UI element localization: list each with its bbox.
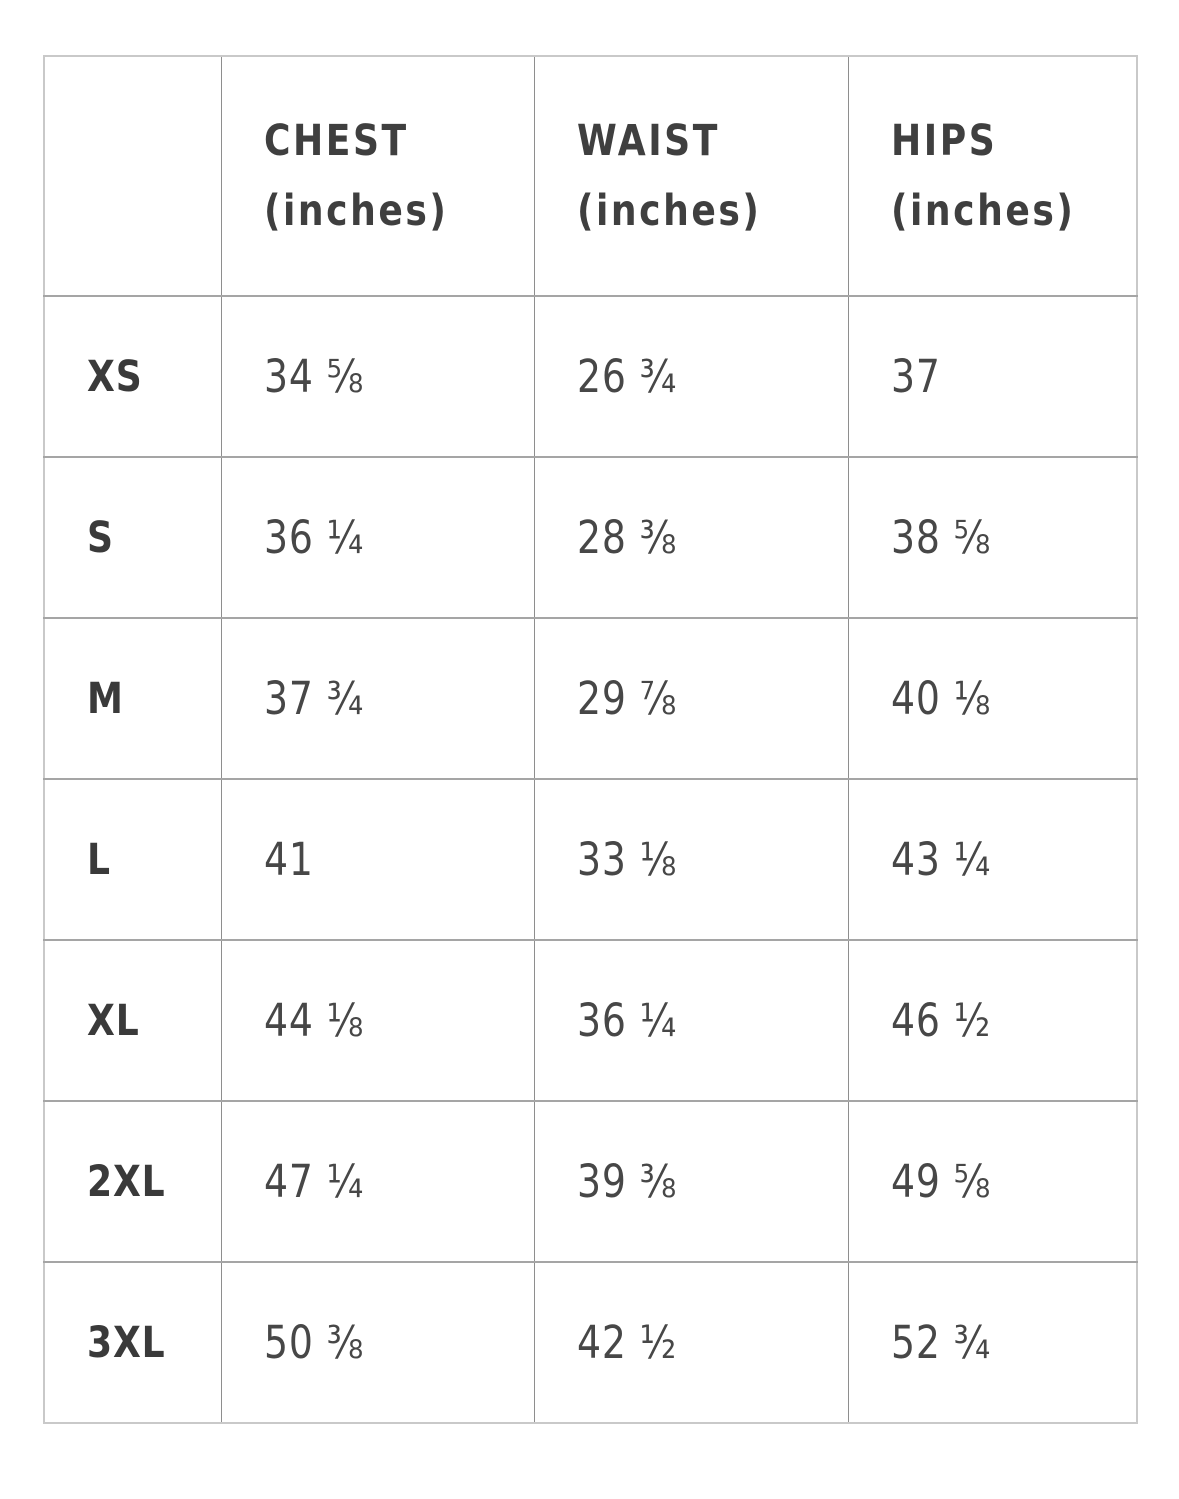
hips-header-unit: (inches) (890, 186, 1075, 236)
column-header-waist (534, 56, 848, 296)
chest-cell: 44 ⅛ (221, 940, 534, 1101)
waist-cell: 36 ¼ (534, 940, 848, 1101)
size-cell: M (44, 618, 221, 779)
waist-cell: 39 ⅜ (534, 1101, 848, 1262)
chest-cell: 41 (221, 779, 534, 940)
size-cell: S (44, 457, 221, 618)
table-row-s (44, 457, 1137, 618)
chest-cell: 36 ¼ (221, 457, 534, 618)
chest-header-unit: (inches) (263, 186, 448, 236)
chest-header-label: CHEST (263, 116, 409, 166)
table-row-xl (44, 940, 1137, 1101)
table-row-2xl (44, 1101, 1137, 1262)
hips-cell: 38 ⅝ (848, 457, 1137, 618)
corner-cell (44, 56, 221, 296)
table-row-xs (44, 296, 1137, 457)
table-row-l (44, 779, 1137, 940)
size-cell: XS (44, 296, 221, 457)
chest-cell: 50 ⅜ (221, 1262, 534, 1423)
size-chart-table (43, 55, 1138, 1424)
waist-cell: 33 ⅛ (534, 779, 848, 940)
hips-cell: 37 (848, 296, 1137, 457)
hips-header-label: HIPS (890, 116, 997, 166)
chest-cell: 47 ¼ (221, 1101, 534, 1262)
size-cell: 2XL (44, 1101, 221, 1262)
waist-cell: 42 ½ (534, 1262, 848, 1423)
waist-header-unit: (inches) (576, 186, 761, 236)
hips-cell: 40 ⅛ (848, 618, 1137, 779)
hips-cell: 52 ¾ (848, 1262, 1137, 1423)
waist-cell: 26 ¾ (534, 296, 848, 457)
table-row-3xl (44, 1262, 1137, 1423)
waist-cell: 29 ⅞ (534, 618, 848, 779)
chest-cell: 34 ⅝ (221, 296, 534, 457)
hips-cell: 43 ¼ (848, 779, 1137, 940)
size-cell: 3XL (44, 1262, 221, 1423)
header-row (44, 56, 1137, 296)
table-row-m (44, 618, 1137, 779)
waist-header-label: WAIST (576, 116, 720, 166)
waist-cell: 28 ⅜ (534, 457, 848, 618)
hips-cell: 46 ½ (848, 940, 1137, 1101)
size-cell: L (44, 779, 221, 940)
column-header-hips (848, 56, 1137, 296)
column-header-chest (221, 56, 534, 296)
hips-cell: 49 ⅝ (848, 1101, 1137, 1262)
chest-cell: 37 ¾ (221, 618, 534, 779)
size-cell: XL (44, 940, 221, 1101)
